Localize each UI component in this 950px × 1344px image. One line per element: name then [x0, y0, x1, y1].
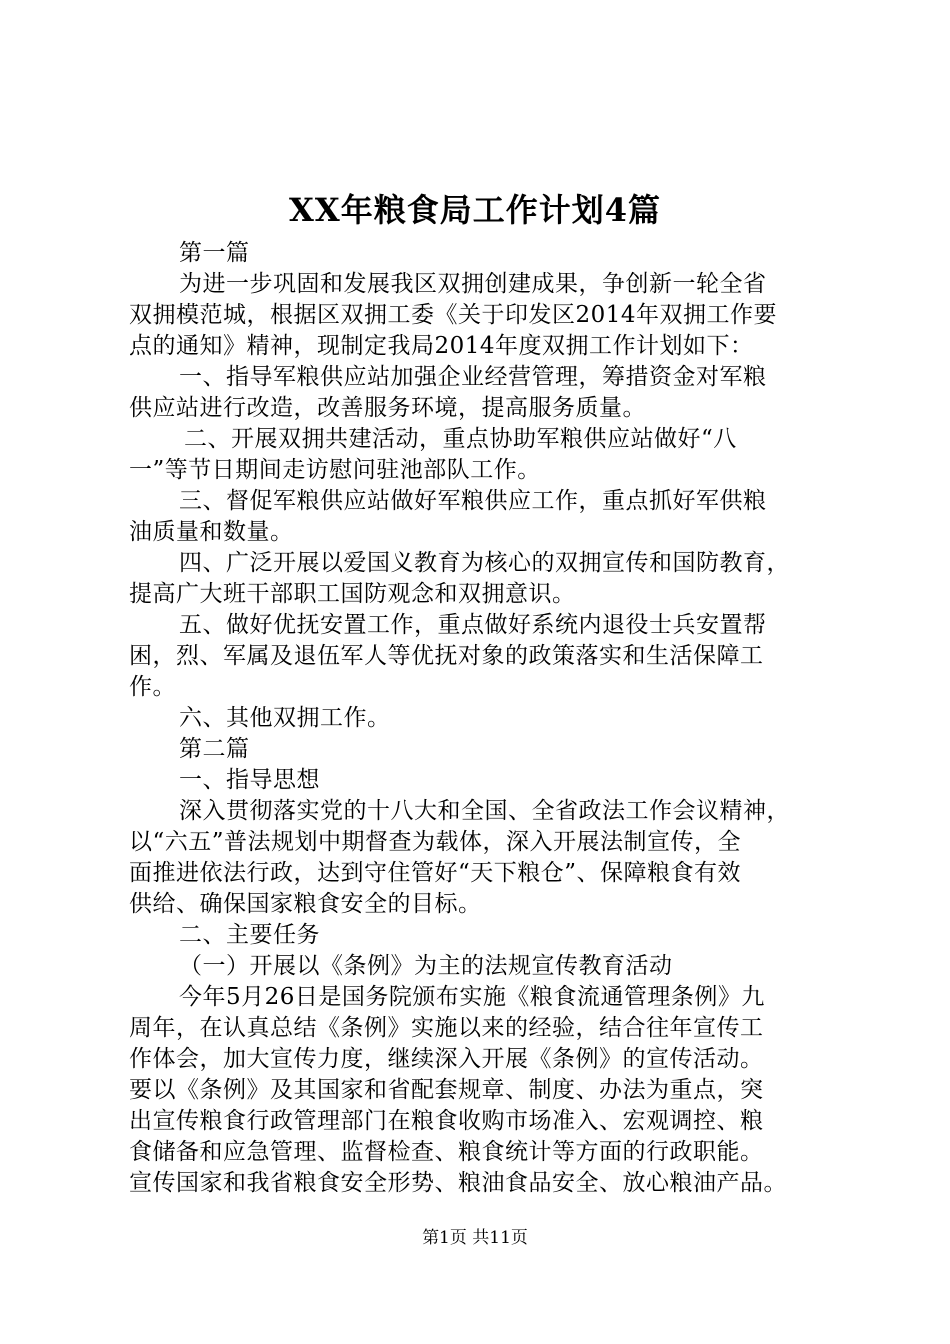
paragraph-line: 六、其他双拥工作。	[179, 705, 391, 731]
paragraph-line: 一”等节日期间走访慰问驻池部队工作。	[129, 457, 541, 483]
paragraph-line: 宣传国家和我省粮食安全形势、粮油食品安全、放心粮油产品。	[129, 1170, 787, 1196]
paragraph-line: 四、广泛开展以爱国义教育为核心的双拥宣传和国防教育，	[179, 550, 790, 576]
paragraph-line: 点的通知》精神，现制定我局2014年度双拥工作计划如下：	[129, 333, 754, 359]
paragraph-line: 油质量和数量。	[129, 519, 294, 545]
subsection-heading: 二、主要任务	[179, 922, 320, 948]
paragraph-line: 五、做好优抚安置工作，重点做好系统内退役士兵安置帮	[179, 612, 767, 638]
paragraph-line: 三、督促军粮供应站做好军粮供应工作，重点抓好军供粮	[179, 488, 767, 514]
paragraph-line: 为进一步巩固和发展我区双拥创建成果，争创新一轮全省	[179, 271, 767, 297]
paragraph-line: 出宣传粮食行政管理部门在粮食收购市场准入、宏观调控、粮	[129, 1108, 764, 1134]
subsection-heading: （一）开展以《条例》为主的法规宣传教育活动	[179, 953, 673, 979]
paragraph-line: 一、指导军粮供应站加强企业经营管理，筹措资金对军粮	[179, 364, 767, 390]
document-body	[129, 238, 829, 1199]
paragraph-line: 供给、确保国家粮食安全的目标。	[129, 891, 482, 917]
paragraph-line: 作。	[129, 674, 176, 700]
paragraph-line: 面推进依法行政，达到守住管好“天下粮仓”、保障粮食有效	[129, 860, 742, 886]
paragraph-line: 提高广大班干部职工国防观念和双拥意识。	[129, 581, 576, 607]
paragraph-line: 作体会，加大宣传力度，继续深入开展《条例》的宣传活动。	[129, 1046, 764, 1072]
paragraph-line: 供应站进行改造，改善服务环境，提高服务质量。	[129, 395, 646, 421]
section-heading: 第二篇	[179, 736, 250, 762]
page-footer: 第1页 共11页	[422, 1228, 528, 1248]
paragraph-line: 困，烈、军属及退伍军人等优抚对象的政策落实和生活保障工	[129, 643, 764, 669]
paragraph-line: 以“六五”普法规划中期督查为载体，深入开展法制宣传，全	[129, 829, 742, 855]
paragraph-line: 周年，在认真总结《条例》实施以来的经验，结合往年宣传工	[129, 1015, 764, 1041]
paragraph-line: 今年5月26日是国务院颁布实施《粮食流通管理条例》九	[179, 984, 765, 1010]
subsection-heading: 一、指导思想	[179, 767, 320, 793]
paragraph-line: 深入贯彻落实党的十八大和全国、全省政法工作会议精神，	[179, 798, 790, 824]
paragraph-line: 二、开展双拥共建活动，重点协助军粮供应站做好“八	[184, 426, 737, 452]
paragraph-line: 要以《条例》及其国家和省配套规章、制度、办法为重点，突	[129, 1077, 764, 1103]
section-heading: 第一篇	[179, 240, 250, 266]
paragraph-line: 食储备和应急管理、监督检查、粮食统计等方面的行政职能。	[129, 1139, 764, 1165]
document-title: XX年粮食局工作计划4篇	[289, 191, 661, 229]
paragraph-line: 双拥模范城，根据区双拥工委《关于印发区2014年双拥工作要	[129, 302, 778, 328]
